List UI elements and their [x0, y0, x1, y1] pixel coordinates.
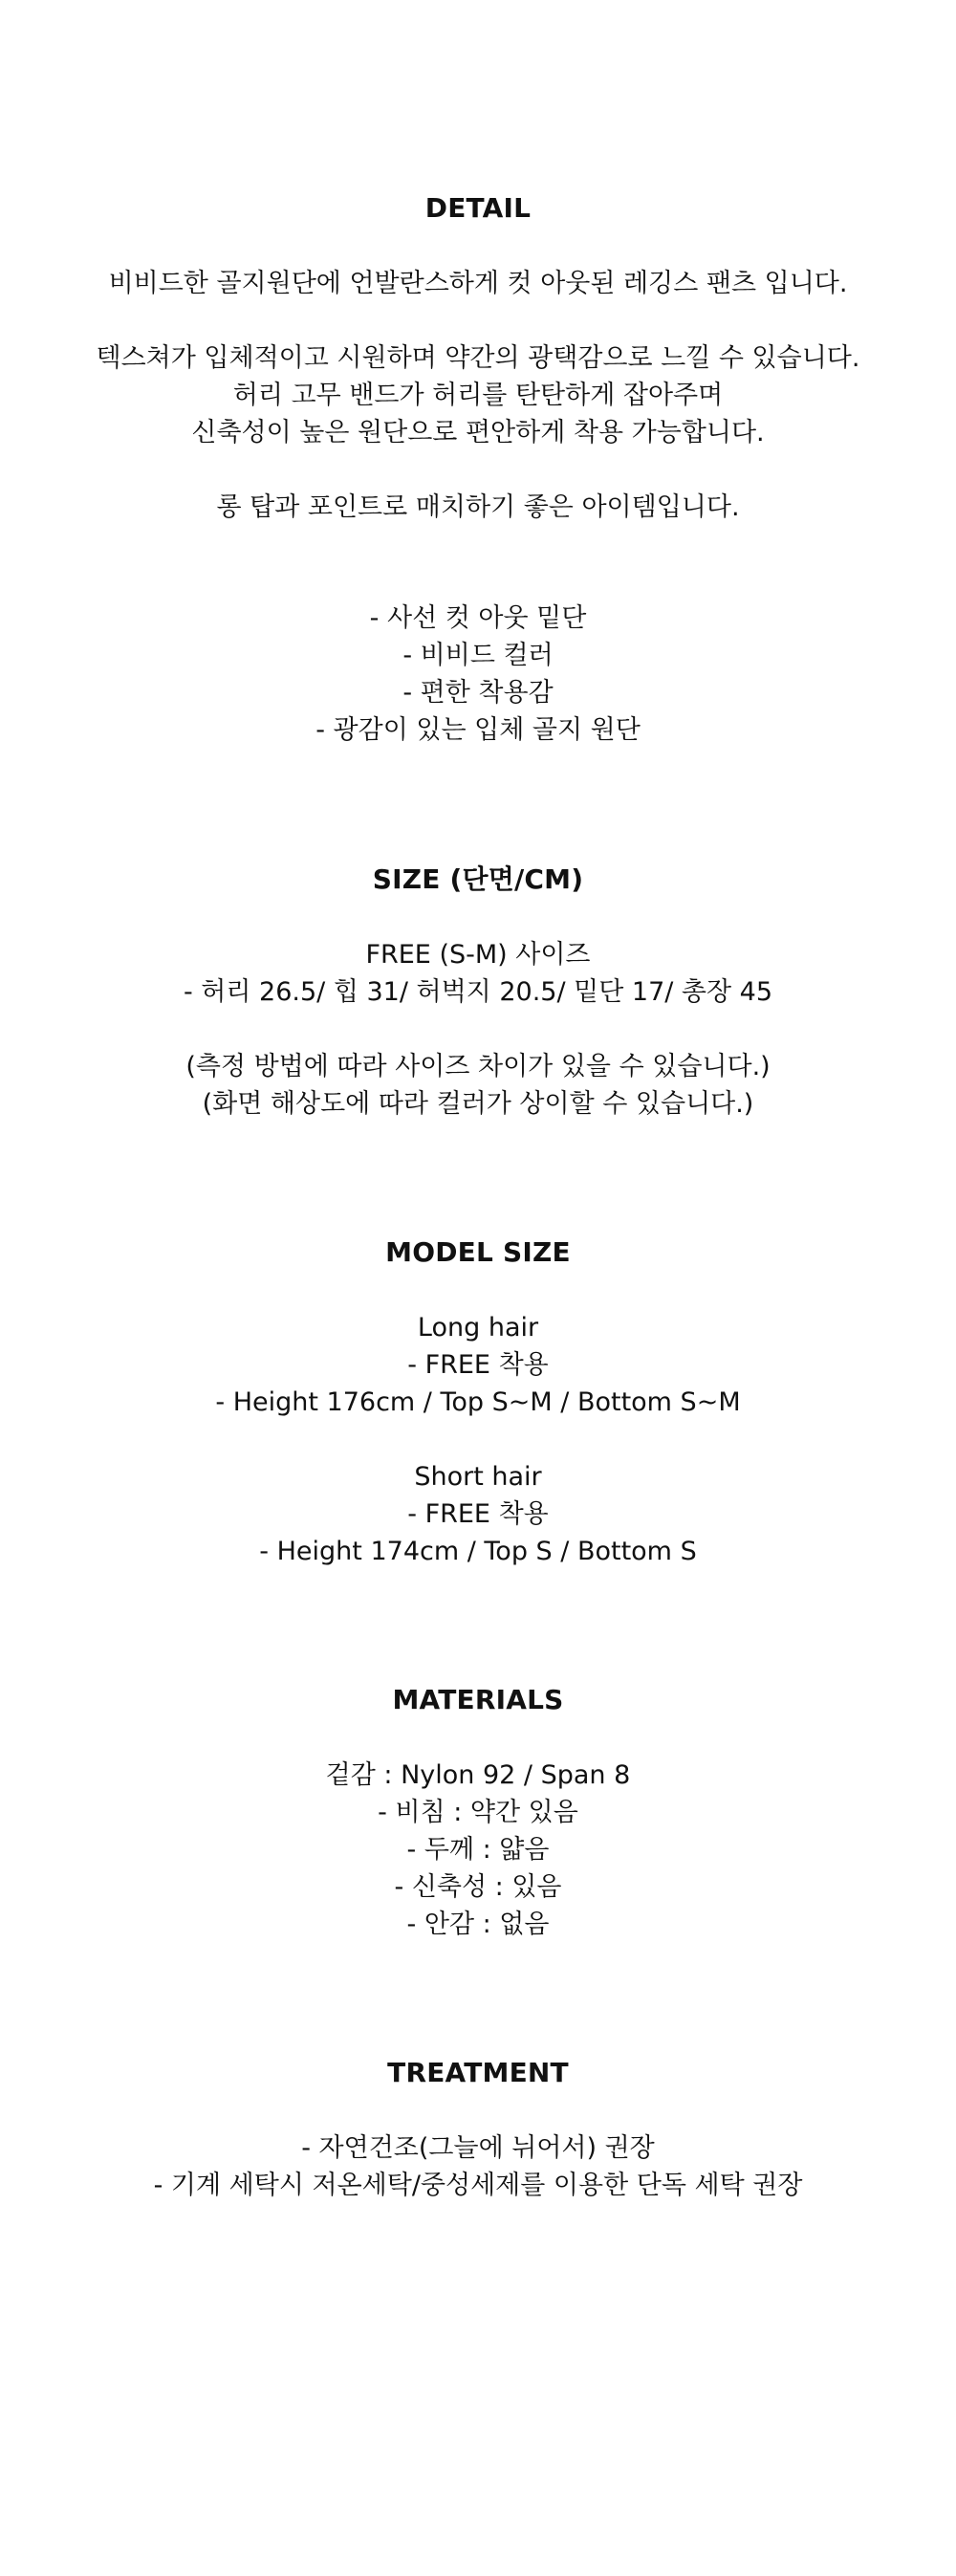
- feature-item: - 비비드 컬러: [402, 641, 554, 670]
- feature-item: - 사선 컷 아웃 밑단: [369, 603, 587, 633]
- materials-line: - 신축성 : 있음: [394, 1872, 562, 1902]
- materials-line: 겉감 : Nylon 92 / Span 8: [325, 1760, 631, 1790]
- model-size-section: [0, 1233, 956, 1570]
- model-short-spec: - Height 174cm / Top S / Bottom S: [259, 1537, 697, 1566]
- detail-paragraph-line: 텍스쳐가 입체적이고 시원하며 약간의 광택감으로 느낄 수 있습니다.: [96, 343, 860, 373]
- feature-item: - 광감이 있는 입체 골지 원단: [315, 715, 641, 745]
- size-free: FREE (S-M) 사이즈: [365, 940, 591, 970]
- model-size-heading: MODEL SIZE: [385, 1236, 571, 1268]
- model-long-spec: - Height 176cm / Top S~M / Bottom S~M: [215, 1387, 741, 1417]
- model-short-size: - FREE 착용: [407, 1499, 549, 1529]
- treatment-line: - 자연건조(그늘에 뉘어서) 권장: [301, 2133, 655, 2163]
- materials-line: - 비침 : 약간 있음: [378, 1798, 578, 1827]
- feature-item: - 편한 착용감: [402, 678, 554, 708]
- materials-line: - 두께 : 얇음: [406, 1835, 550, 1865]
- detail-paragraph-line: 허리 고무 밴드가 허리를 탄탄하게 잡아주며: [232, 381, 724, 410]
- model-short-label: Short hair: [414, 1462, 542, 1492]
- size-measurements: - 허리 26.5/ 힙 31/ 허벅지 20.5/ 밑단 17/ 총장 45: [183, 977, 773, 1007]
- model-long-label: Long hair: [417, 1313, 539, 1343]
- size-note: (측정 방법에 따라 사이즈 차이가 있을 수 있습니다.): [185, 1052, 771, 1081]
- size-heading: SIZE (단면/CM): [372, 863, 584, 895]
- detail-intro: 비비드한 골지원단에 언발란스하게 컷 아웃된 레깅스 팬츠 입니다.: [108, 269, 848, 298]
- detail-paragraph-line: 신축성이 높은 원단으로 편안하게 착용 가능합니다.: [191, 418, 765, 448]
- materials-line: - 안감 : 없음: [406, 1910, 550, 1939]
- model-long-size: - FREE 착용: [407, 1350, 549, 1380]
- materials-heading: MATERIALS: [392, 1684, 564, 1715]
- size-section: [0, 861, 956, 1123]
- detail-heading: DETAIL: [424, 192, 532, 224]
- treatment-line: - 기계 세탁시 저온세탁/중성세제를 이용한 단독 세탁 권장: [153, 2171, 803, 2200]
- treatment-section: [0, 2054, 956, 2204]
- size-note: (화면 해상도에 따라 컬러가 상이할 수 있습니다.): [202, 1089, 754, 1119]
- treatment-heading: TREATMENT: [387, 2057, 569, 2088]
- detail-section: [0, 189, 956, 526]
- materials-section: [0, 1681, 956, 1943]
- detail-features: [0, 600, 956, 749]
- detail-closing: 롱 탑과 포인트로 매치하기 좋은 아이템입니다.: [216, 492, 740, 522]
